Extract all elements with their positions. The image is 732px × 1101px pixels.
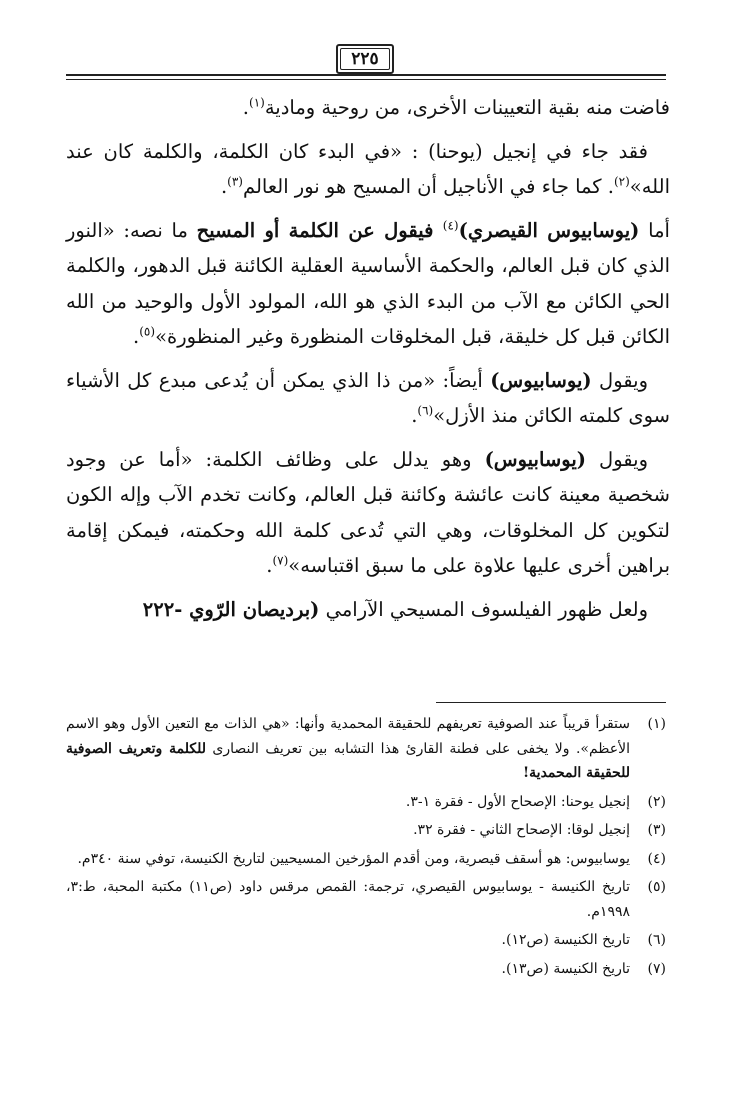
- main-text: [66, 90, 670, 635]
- paragraph-3: أما (يوسابيوس القيصري)$^{(٤)}$ فيقول عن الكلمة أو المسيح ما نصه: «النور الذي كان قبل العالم، والحكمة الأساسية العقلية الكائنة قبل الدهور، والكلمة الحي الكائن مع الآب من البدء الذي هو الله، المولود الأول والوحيد من الله الكائن قبل كل خليقة، قبل المخلوقات المنظورة وغير المنظورة»$^{(٥)}$.: [66, 218, 670, 348]
- footnote-3: (٣) إنجيل لوقا: الإصحاح الثاني - فقرة ٣٢.: [413, 822, 666, 838]
- header-rule: [66, 74, 666, 80]
- footnote-5: (٥) تاريخ الكنيسة - يوسابيوس القيصري، ترجمة: القمص مرقس داود (ص١١) مكتبة المحبة، ط:٣، ١٩٩٨م.: [66, 879, 666, 920]
- page-number: [336, 44, 394, 74]
- footnote-7: (٧) تاريخ الكنيسة (ص١٣).: [501, 960, 666, 977]
- footnote-6: (٦) تاريخ الكنيسة (ص١٢).: [501, 932, 666, 948]
- footnote-rule: [436, 702, 666, 703]
- footnote-1: (١) ستقرأ قريباً عند الصوفية تعريفهم للحقيقة المحمدية وأنها: «هي الذات مع التعين الأول وهو الاسم الأعظم». ولا يخفى على فطنة القارئ هذا التشابه بين تعريف النصارى للكلمة وتعريف الصوفية للحقيقة المحمدية!: [66, 716, 666, 781]
- paragraph-4: ويقول (يوسابيوس) أيضاً: «من ذا الذي يمكن أن يُدعى مبدع كل الأشياء سوى كلمته الكائن منذ الأزل»$^{(٦)}$.: [66, 368, 670, 427]
- paragraph-5: ويقول (يوسابيوس) وهو يدلل على وظائف الكلمة: «أما عن وجود شخصية معينة كانت عائشة وكائنة قبل العالم، وكانت تخدم الآب وإله الكون لتكوين كل المخلوقات، وهي التي تُدعى كلمة الله وحكمته، فيمكن إقامة براهين أخرى عليها علاوة على ما سبق اقتباسه»$^{(٧)}$.: [66, 447, 670, 577]
- paragraph-6: ولعل ظهور الفيلسوف المسيحي الآرامي (برديصان الرّوي -٢٢٢: [142, 597, 648, 621]
- footnote-4: (٤) يوسابيوس: هو أسقف قيصرية، ومن أقدم المؤرخين المسيحيين لتاريخ الكنيسة، توفي سنة ٣٤٠م.: [77, 850, 666, 867]
- page-number-text: ٢٢٥: [351, 49, 379, 69]
- paragraph-2: فقد جاء في إنجيل (يوحنا) : «في البدء كان الكلمة، والكلمة كان عند الله»$^{(٢)}$. كما جاء في الأناجيل أن المسيح هو نور العالم$^{(٣)}$.: [66, 139, 670, 198]
- footnote-2: (٢) إنجيل يوحنا: الإصحاح الأول - فقرة ١-٣.: [405, 793, 666, 810]
- paragraph-1: فاضت منه بقية التعيينات الأخرى، من روحية ومادية$^{(١)}$.: [242, 95, 670, 119]
- footnotes: [66, 712, 666, 985]
